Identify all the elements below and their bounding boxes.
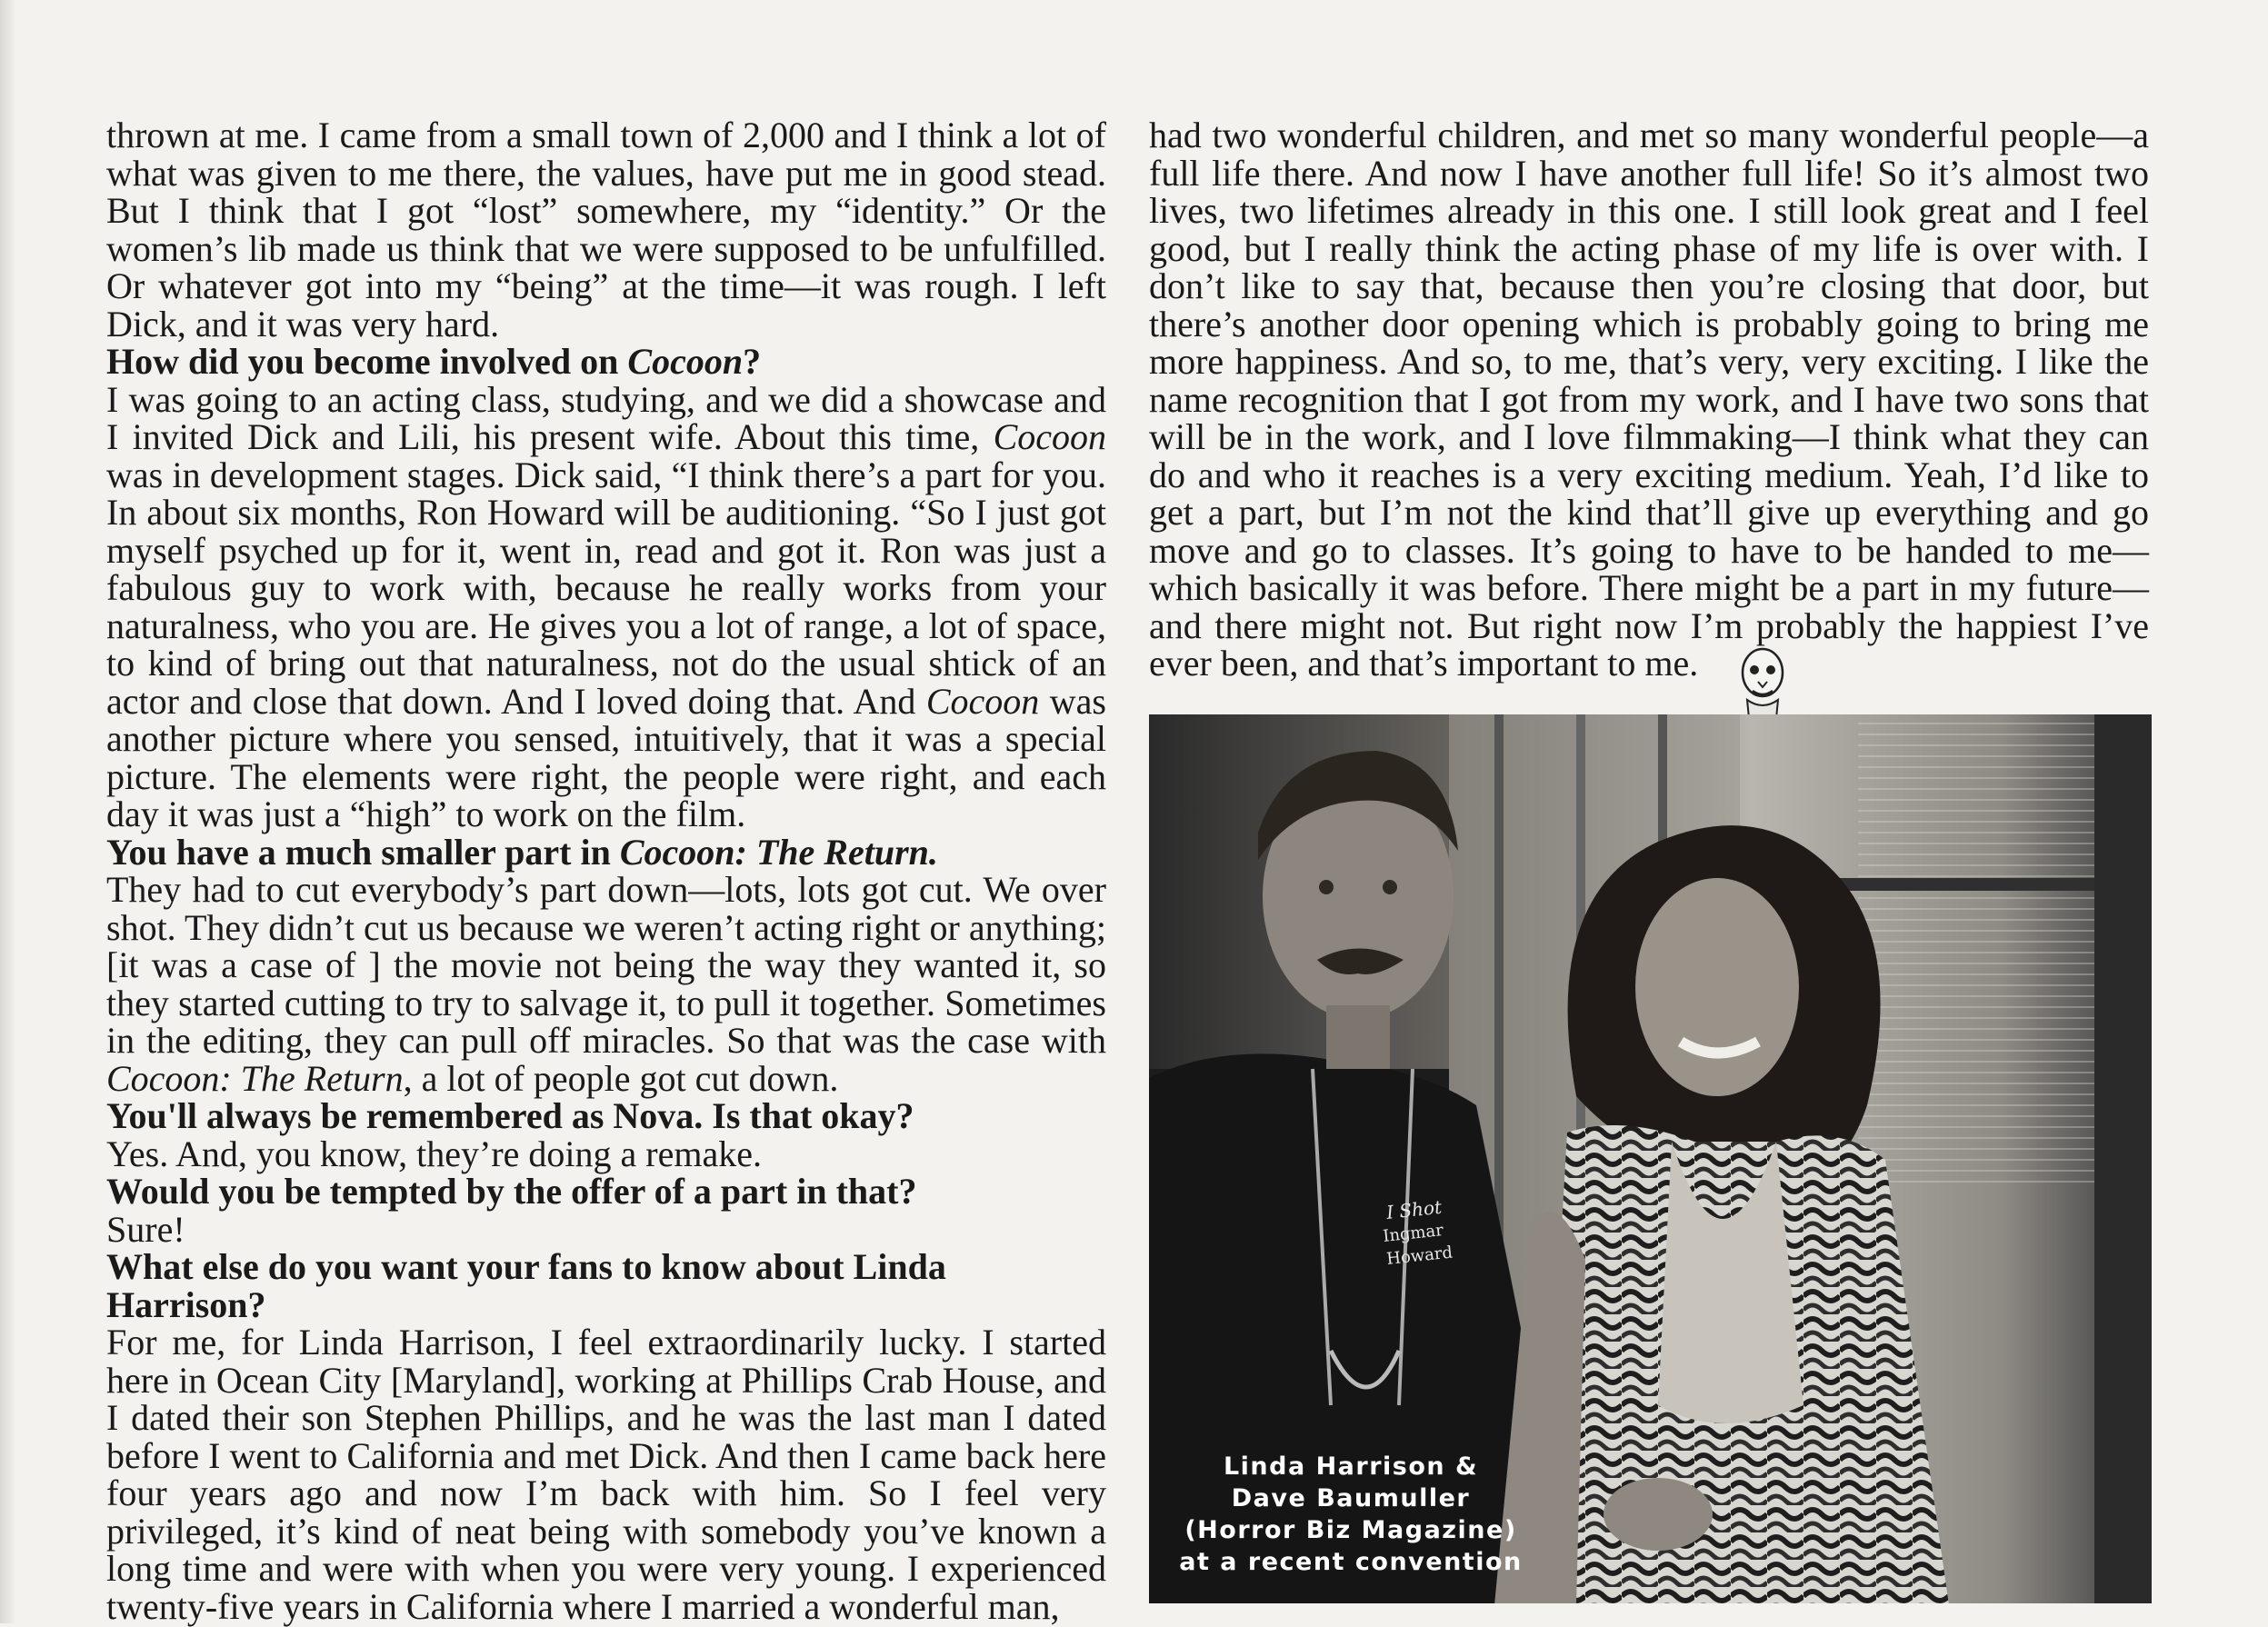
photo-caption: [1169, 1451, 1533, 1578]
interview-question: [106, 1248, 1106, 1323]
question-text: What else do you want your fans to know about Linda Harrison?: [106, 1246, 946, 1325]
interview-question: [106, 833, 1106, 872]
interview-question: [106, 1097, 1106, 1135]
article-left-column: [106, 116, 1106, 1625]
question-text-end: ?: [743, 341, 762, 382]
answer-text: was in development stages. Dick said, “I think there’s a part for you. In about six months, Ron Howard will be auditioning. “So I just got myself psyched up for it, went in, read and got it. Ron was just a fabulous guy to work with, because he really works from your naturalness, who you are. He gives you a lot of range, a lot of space, to kind of bring out that naturalness, not do the usual shtick of an actor and close that down. And I loved doing that. And: [106, 454, 1106, 722]
answer-text: They had to cut everybody’s part down—lots, lots got cut. We over shot. They didn’t cut us because we weren’t acting right or anything; [it was a case of ] the movie not being the way they wanted it, so they started cutting to try to salvage it, to pull it together. Sometimes in the editing, they can pull off miracles. So that was the case with: [106, 869, 1106, 1061]
answer-paragraph: For me, for Linda Harrison, I feel extraordinarily lucky. I started here in Ocean City [Maryland], working at Phillips Crab House, and I dated their son Stephen Phillips, and he was the last man I dated before I went to California and met Dick. And then I came back here four years ago and now I’m back with him. So I feel very privileged, it’s kind of neat being with somebody you’ve known a long time and were with when you were very young. I experienced twenty-five years in California where I married a wonderful man,: [106, 1322, 1106, 1627]
answer-paragraph: [106, 871, 1106, 1097]
shirt-text-line: Ingmar: [1382, 1221, 1444, 1246]
answer-paragraph: thrown at me. I came from a small town of 2,000 and I think a lot of what was given to me there, the values, have put me in good stead. But I think that I got “lost” somewhere, my “identity.” Or the women’s lib made us think that we were supposed to be unfulfilled. Or whatever got into my “being” at the time—it was rough. I left Dick, and it was very hard.: [106, 115, 1106, 344]
question-text: How did you become involved on: [106, 341, 628, 382]
caption-line: at a recent convention: [1179, 1548, 1523, 1576]
answer-text: I was going to an acting class, studying, and we did a showcase and I invited Dick and Lili, his present wife. About this time,: [106, 378, 1106, 457]
question-title-italic: Cocoon: The Return.: [619, 831, 938, 873]
interview-question: [106, 1173, 1106, 1211]
film-title-italic: Cocoon: [925, 680, 1040, 722]
answer-paragraph: [106, 378, 1106, 834]
caption-line: Linda Harrison &: [1223, 1452, 1479, 1481]
right-column-paragraph: had two wonderful children, and met so many wonderful people—a full life there. And now I have another full life! So it’s almost two lives, two lifetimes already in this one. I still look great and I feel good, but I really think the acting phase of my life is over with. I don’t like to say that, because then you’re closing that door, but there’s another door opening which is probably going to bring me more happiness. And so, to me, that’s very, very exciting. I like the name recognition that I got from my work, and I have two sons that will be in the work, and I love filmmaking—I think what they can do and who it reaches is a very exciting medium. Yeah, I’d like to get a part, but I’m not the kind that’ll give up everything and go move and go to classes. It’s going to have to be handed to me—which basically it was before. There might be a part in my future—and there might not. But right now I’m probably the happiest I’ve ever been, and that’s important to me.: [1149, 115, 2149, 684]
answer-paragraph: Yes. And, you know, they’re doing a remake.: [106, 1133, 762, 1174]
caption-line: (Horror Biz Magazine): [1184, 1516, 1517, 1544]
page-binding-shadow: [0, 0, 16, 1623]
answer-text: , a lot of people got cut down.: [403, 1057, 839, 1099]
convention-photo: [1149, 714, 2152, 1603]
film-title-italic: Cocoon: The Return: [106, 1057, 404, 1099]
film-title-italic: Cocoon: [993, 416, 1106, 457]
question-text: You have a much smaller part in: [106, 831, 620, 873]
article-right-column: [1149, 116, 2149, 683]
shirt-text-line: Howard: [1385, 1243, 1454, 1269]
question-text: Would you be tempted by the offer of a part in that?: [106, 1171, 917, 1212]
answer-text: was another picture where you sensed, intuitively, that it was a special picture. The elements were right, the people were right, and each day it was just a “high” to work on the film.: [106, 680, 1106, 834]
caption-line: Dave Baumuller: [1231, 1484, 1471, 1512]
answer-paragraph: Sure!: [106, 1208, 185, 1250]
question-title-italic: Cocoon: [627, 341, 744, 382]
question-text: You'll always be remembered as Nova. Is that okay?: [106, 1095, 914, 1136]
interview-question: [106, 343, 1106, 381]
shirt-text-line: I Shot: [1385, 1195, 1444, 1223]
